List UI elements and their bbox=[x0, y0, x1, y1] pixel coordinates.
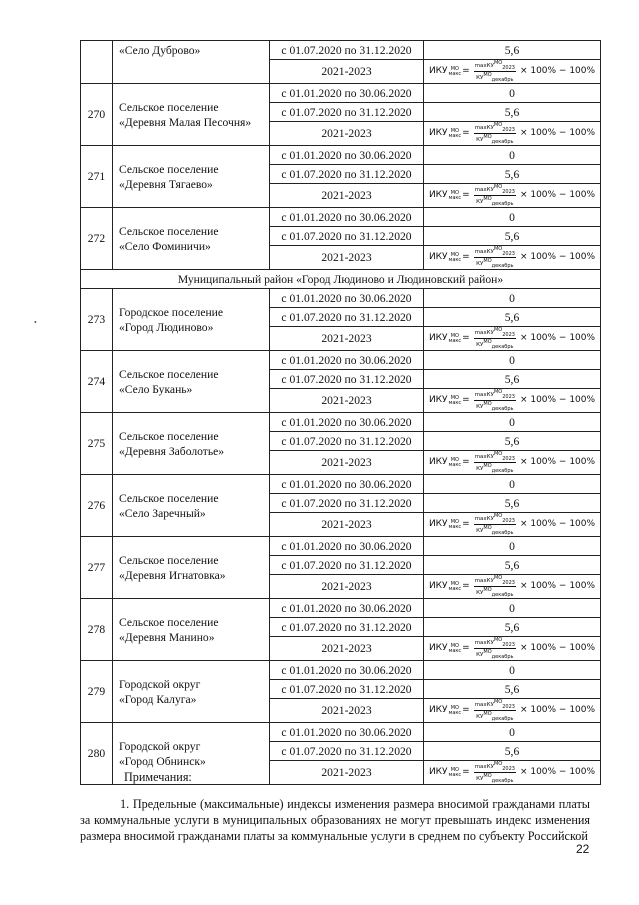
row-number-cell: 276 bbox=[81, 475, 113, 537]
settlement-name-cell bbox=[113, 351, 270, 413]
settlement-name: «Город Людиново» bbox=[119, 320, 214, 334]
notes-title: Примечания: bbox=[124, 770, 192, 784]
formula-rhs: × 100% − 100% bbox=[519, 395, 596, 405]
formula-num-sup: МО bbox=[493, 637, 503, 644]
formula-numerator: maxКУ bbox=[474, 515, 494, 522]
table-row bbox=[81, 289, 601, 308]
period-cell: с 01.01.2020 по 30.06.2020 bbox=[270, 723, 424, 742]
formula-den-sup: МО bbox=[483, 711, 492, 717]
formula-num-sub: 2023 bbox=[502, 580, 515, 586]
formula-num-sup: МО bbox=[493, 513, 503, 520]
period-cell: 2021-2023 bbox=[270, 246, 424, 270]
value-cell: 5,6 bbox=[424, 370, 601, 389]
value-cell: 5,6 bbox=[424, 680, 601, 699]
formula-lhs-sub: макс bbox=[448, 647, 462, 654]
formula-fraction bbox=[474, 60, 516, 83]
formula-lhs-sup: МО bbox=[450, 394, 459, 401]
formula-num-sub: 2023 bbox=[502, 456, 515, 462]
formula-den-sub: декабрь bbox=[491, 529, 514, 536]
formula-denominator: КУ bbox=[476, 465, 484, 472]
formula-numerator: maxКУ bbox=[474, 453, 494, 460]
settlement-type: Сельское поселение bbox=[119, 162, 219, 176]
formula-lhs-sub: макс bbox=[448, 194, 462, 201]
row-number-cell: 272 bbox=[81, 208, 113, 270]
formula-lhs: ИКУ bbox=[428, 767, 448, 777]
formula-lhs: ИКУ bbox=[428, 457, 448, 467]
value-cell: 5,6 bbox=[424, 308, 601, 327]
settlement-name-cell bbox=[113, 413, 270, 475]
row-number-cell: 277 bbox=[81, 537, 113, 599]
formula-num-sub: 2023 bbox=[502, 394, 515, 400]
formula-cell bbox=[424, 327, 601, 351]
formula-lhs: ИКУ bbox=[428, 519, 448, 529]
formula-lhs-sub: макс bbox=[448, 709, 462, 716]
settlement-type: Сельское поселение bbox=[119, 615, 219, 629]
formula-num-sub: 2023 bbox=[502, 518, 515, 524]
formula-lhs: ИКУ bbox=[428, 705, 448, 715]
settlement-name: «Деревня Тягаево» bbox=[119, 177, 213, 191]
formula-num-sub: 2023 bbox=[502, 65, 515, 71]
value-cell: 0 bbox=[424, 146, 601, 165]
formula-num-sup: МО bbox=[493, 575, 503, 582]
period-cell: 2021-2023 bbox=[270, 637, 424, 661]
formula-lhs: ИКУ bbox=[428, 395, 448, 405]
settlement-type: Сельское поселение bbox=[119, 429, 219, 443]
formula-lhs-sub: макс bbox=[448, 523, 462, 530]
period-cell: с 01.01.2020 по 30.06.2020 bbox=[270, 599, 424, 618]
index-formula: ИКУ МО макс = $\frac{\max КУ^{МО}_{2023}}{КУ^{МО}_{декабрь}}$ × 100% − 100% bbox=[428, 451, 596, 474]
row-number-cell: 278 bbox=[81, 599, 113, 661]
settlement-name-cell bbox=[113, 84, 270, 146]
value-cell: 5,6 bbox=[424, 556, 601, 575]
value-cell: 5,6 bbox=[424, 494, 601, 513]
formula-lhs-sub: макс bbox=[448, 399, 462, 406]
formula-cell bbox=[424, 513, 601, 537]
formula-den-sup: МО bbox=[483, 258, 492, 264]
formula-den-sup: МО bbox=[483, 525, 492, 531]
row-number-cell: 280 bbox=[81, 723, 113, 785]
row-number-cell bbox=[81, 41, 113, 84]
index-formula: ИКУ МО макс = $\frac{\max КУ^{МО}_{2023}}{КУ^{МО}_{декабрь}}$ × 100% − 100% bbox=[428, 327, 596, 350]
formula-num-sup: МО bbox=[493, 60, 503, 67]
value-cell: 0 bbox=[424, 599, 601, 618]
period-cell: с 01.01.2020 по 30.06.2020 bbox=[270, 289, 424, 308]
period-cell: с 01.07.2020 по 31.12.2020 bbox=[270, 618, 424, 637]
formula-fraction bbox=[474, 575, 516, 598]
formula-num-sub: 2023 bbox=[502, 189, 515, 195]
formula-lhs: ИКУ bbox=[428, 581, 448, 591]
formula-rhs: × 100% − 100% bbox=[519, 767, 596, 777]
formula-den-sup: МО bbox=[483, 649, 492, 655]
period-cell: с 01.01.2020 по 30.06.2020 bbox=[270, 537, 424, 556]
table-row bbox=[81, 146, 601, 165]
period-cell: с 01.01.2020 по 30.06.2020 bbox=[270, 351, 424, 370]
settlement-name-cell bbox=[113, 289, 270, 351]
period-cell: с 01.07.2020 по 31.12.2020 bbox=[270, 370, 424, 389]
table-row bbox=[81, 84, 601, 103]
formula-den-sub: декабрь bbox=[491, 653, 514, 660]
formula-numerator: maxКУ bbox=[474, 124, 494, 131]
period-cell: с 01.01.2020 по 30.06.2020 bbox=[270, 84, 424, 103]
index-formula: ИКУ МО макс = $\frac{\max КУ^{МО}_{2023}}{КУ^{МО}_{декабрь}}$ × 100% − 100% bbox=[428, 246, 596, 269]
formula-rhs: × 100% − 100% bbox=[519, 128, 596, 138]
formula-lhs-sup: МО bbox=[450, 189, 459, 196]
formula-numerator: maxКУ bbox=[474, 248, 494, 255]
value-cell: 0 bbox=[424, 413, 601, 432]
formula-lhs-sup: МО bbox=[450, 766, 459, 773]
table-row bbox=[81, 537, 601, 556]
formula-lhs: ИКУ bbox=[428, 252, 448, 262]
formula-den-sub: декабрь bbox=[491, 405, 514, 412]
row-number-cell: 273 bbox=[81, 289, 113, 351]
period-cell: с 01.07.2020 по 31.12.2020 bbox=[270, 103, 424, 122]
settlement-name: «Деревня Манино» bbox=[119, 630, 215, 644]
formula-cell bbox=[424, 122, 601, 146]
formula-fraction bbox=[474, 761, 516, 784]
settlement-name-cell bbox=[113, 599, 270, 661]
period-cell: 2021-2023 bbox=[270, 513, 424, 537]
settlement-name-cell bbox=[113, 475, 270, 537]
formula-num-sup: МО bbox=[493, 389, 503, 396]
formula-num-sub: 2023 bbox=[502, 251, 515, 257]
formula-lhs-sup: МО bbox=[450, 65, 459, 72]
settlement-name-cell: «Село Дуброво» bbox=[113, 41, 270, 84]
formula-denominator: КУ bbox=[476, 527, 484, 534]
settlement-name: «Деревня Игнатовка» bbox=[119, 568, 226, 582]
settlement-name: «Город Калуга» bbox=[119, 692, 197, 706]
row-number-cell: 270 bbox=[81, 84, 113, 146]
formula-lhs-sup: МО bbox=[450, 518, 459, 525]
formula-den-sub: декабрь bbox=[491, 591, 514, 598]
formula-lhs-sub: макс bbox=[448, 256, 462, 263]
formula-num-sup: МО bbox=[493, 122, 503, 129]
formula-numerator: maxКУ bbox=[474, 701, 494, 708]
formula-cell bbox=[424, 184, 601, 208]
formula-den-sup: МО bbox=[483, 72, 492, 78]
settlement-type: Сельское поселение bbox=[119, 553, 219, 567]
formula-lhs-sup: МО bbox=[450, 127, 459, 134]
period-cell: с 01.07.2020 по 31.12.2020 bbox=[270, 227, 424, 246]
table-row bbox=[81, 599, 601, 618]
period-cell: 2021-2023 bbox=[270, 451, 424, 475]
index-formula: ИКУ МО макс = $\frac{\max КУ^{МО}_{2023}}{КУ^{МО}_{декабрь}}$ × 100% − 100% bbox=[428, 699, 596, 722]
table-row bbox=[81, 661, 601, 680]
formula-num-sub: 2023 bbox=[502, 127, 515, 133]
formula-denominator: КУ bbox=[476, 198, 484, 205]
formula-num-sup: МО bbox=[493, 184, 503, 191]
formula-den-sub: декабрь bbox=[491, 467, 514, 474]
formula-cell bbox=[424, 246, 601, 270]
settlement-type: Сельское поселение bbox=[119, 491, 219, 505]
formula-num-sup: МО bbox=[493, 327, 503, 334]
index-formula: ИКУ МО макс = $\frac{\max КУ^{МО}_{2023}}{КУ^{МО}_{декабрь}}$ × 100% − 100% bbox=[428, 60, 596, 83]
formula-num-sup: МО bbox=[493, 761, 503, 768]
settlement-name: «Деревня Заболотье» bbox=[119, 444, 225, 458]
period-cell: 2021-2023 bbox=[270, 699, 424, 723]
value-cell: 5,6 bbox=[424, 227, 601, 246]
formula-den-sup: МО bbox=[483, 587, 492, 593]
period-cell: с 01.01.2020 по 30.06.2020 bbox=[270, 413, 424, 432]
scan-dot: • bbox=[34, 318, 37, 327]
formula-denominator: КУ bbox=[476, 775, 484, 782]
formula-den-sup: МО bbox=[483, 134, 492, 140]
formula-den-sub: декабрь bbox=[491, 777, 514, 784]
region-header-cell: Муниципальный район «Город Людиново и Людиновский район» bbox=[81, 270, 601, 289]
formula-denominator: КУ bbox=[476, 403, 484, 410]
period-cell: с 01.07.2020 по 31.12.2020 bbox=[270, 432, 424, 451]
row-number-cell: 279 bbox=[81, 661, 113, 723]
formula-rhs: × 100% − 100% bbox=[519, 457, 596, 467]
formula-cell bbox=[424, 761, 601, 785]
period-cell: 2021-2023 bbox=[270, 389, 424, 413]
formula-denominator: КУ bbox=[476, 713, 484, 720]
formula-denominator: КУ bbox=[476, 136, 484, 143]
formula-fraction bbox=[474, 699, 516, 722]
formula-cell bbox=[424, 451, 601, 475]
value-cell: 5,6 bbox=[424, 742, 601, 761]
period-cell: с 01.01.2020 по 30.06.2020 bbox=[270, 661, 424, 680]
settlement-name: «Село Фоминичи» bbox=[119, 239, 211, 253]
formula-lhs-sup: МО bbox=[450, 580, 459, 587]
formula-rhs: × 100% − 100% bbox=[519, 705, 596, 715]
settlement-type: Городской округ bbox=[119, 677, 201, 691]
formula-num-sub: 2023 bbox=[502, 704, 515, 710]
index-formula: ИКУ МО макс = $\frac{\max КУ^{МО}_{2023}}{КУ^{МО}_{декабрь}}$ × 100% − 100% bbox=[428, 122, 596, 145]
formula-lhs-sub: макс bbox=[448, 70, 462, 77]
formula-denominator: КУ bbox=[476, 589, 484, 596]
formula-den-sub: декабрь bbox=[491, 76, 514, 83]
table-row bbox=[81, 475, 601, 494]
page-number: 22 bbox=[576, 842, 590, 856]
formula-den-sub: декабрь bbox=[491, 715, 514, 722]
settlement-name: «Село Букань» bbox=[119, 382, 193, 396]
period-cell: с 01.01.2020 по 30.06.2020 bbox=[270, 146, 424, 165]
period-cell: с 01.07.2020 по 31.12.2020 bbox=[270, 494, 424, 513]
formula-denominator: КУ bbox=[476, 260, 484, 267]
index-formula: ИКУ МО макс = $\frac{\max КУ^{МО}_{2023}}{КУ^{МО}_{декабрь}}$ × 100% − 100% bbox=[428, 637, 596, 660]
formula-numerator: maxКУ bbox=[474, 763, 494, 770]
formula-fraction bbox=[474, 184, 516, 207]
period-cell: 2021-2023 bbox=[270, 575, 424, 599]
value-cell: 0 bbox=[424, 289, 601, 308]
formula-rhs: × 100% − 100% bbox=[519, 66, 596, 76]
formula-lhs-sub: макс bbox=[448, 132, 462, 139]
formula-fraction bbox=[474, 637, 516, 660]
formula-lhs-sub: макс bbox=[448, 585, 462, 592]
formula-num-sup: МО bbox=[493, 246, 503, 253]
formula-lhs-sub: макс bbox=[448, 337, 462, 344]
period-cell: с 01.01.2020 по 30.06.2020 bbox=[270, 208, 424, 227]
value-cell: 5,6 bbox=[424, 432, 601, 451]
table-row bbox=[81, 208, 601, 227]
formula-den-sup: МО bbox=[483, 463, 492, 469]
table-row bbox=[81, 351, 601, 370]
value-cell: 5,6 bbox=[424, 618, 601, 637]
table-row bbox=[81, 723, 601, 742]
tariff-index-table bbox=[80, 40, 601, 785]
settlement-name: «Деревня Малая Песочня» bbox=[119, 115, 252, 129]
formula-numerator: maxКУ bbox=[474, 391, 494, 398]
period-cell: 2021-2023 bbox=[270, 184, 424, 208]
formula-lhs: ИКУ bbox=[428, 643, 448, 653]
period-cell: 2021-2023 bbox=[270, 761, 424, 785]
settlement-type: Городской округ bbox=[119, 739, 201, 753]
index-formula: ИКУ МО макс = $\frac{\max КУ^{МО}_{2023}}{КУ^{МО}_{декабрь}}$ × 100% − 100% bbox=[428, 389, 596, 412]
formula-numerator: maxКУ bbox=[474, 62, 494, 69]
formula-den-sub: декабрь bbox=[491, 138, 514, 145]
formula-cell bbox=[424, 699, 601, 723]
period-cell: с 01.01.2020 по 30.06.2020 bbox=[270, 475, 424, 494]
formula-lhs-sup: МО bbox=[450, 456, 459, 463]
formula-fraction bbox=[474, 389, 516, 412]
formula-numerator: maxКУ bbox=[474, 186, 494, 193]
value-cell: 5,6 bbox=[424, 103, 601, 122]
settlement-type: Городское поселение bbox=[119, 305, 224, 319]
settlement-type: Сельское поселение bbox=[119, 367, 219, 381]
index-formula: ИКУ МО макс = $\frac{\max КУ^{МО}_{2023}}{КУ^{МО}_{декабрь}}$ × 100% − 100% bbox=[428, 575, 596, 598]
formula-fraction bbox=[474, 451, 516, 474]
formula-lhs-sup: МО bbox=[450, 704, 459, 711]
table-row bbox=[81, 413, 601, 432]
formula-rhs: × 100% − 100% bbox=[519, 643, 596, 653]
formula-lhs: ИКУ bbox=[428, 66, 448, 76]
formula-den-sub: декабрь bbox=[491, 200, 514, 207]
formula-rhs: × 100% − 100% bbox=[519, 252, 596, 262]
value-cell: 0 bbox=[424, 475, 601, 494]
row-number-cell: 271 bbox=[81, 146, 113, 208]
region-header-row bbox=[81, 270, 601, 289]
period-cell: 2021-2023 bbox=[270, 122, 424, 146]
period-cell: с 01.07.2020 по 31.12.2020 bbox=[270, 680, 424, 699]
note-paragraph: 1. Предельные (максимальные) индексы изменения размера вносимой гражданами платы за коммунальные услуги в муниципальных образованиях не могут превышать индекс изменения размера вносимой гражданами платы за коммунальные услуги в среднем по субъекту Российской bbox=[80, 797, 590, 843]
formula-lhs-sup: МО bbox=[450, 642, 459, 649]
formula-den-sup: МО bbox=[483, 773, 492, 779]
formula-den-sup: МО bbox=[483, 196, 492, 202]
index-formula: ИКУ МО макс = $\frac{\max КУ^{МО}_{2023}}{КУ^{МО}_{декабрь}}$ × 100% − 100% bbox=[428, 761, 596, 784]
period-cell: с 01.07.2020 по 31.12.2020 bbox=[270, 742, 424, 761]
formula-num-sub: 2023 bbox=[502, 332, 515, 338]
value-cell: 5,6 bbox=[424, 165, 601, 184]
formula-den-sup: МО bbox=[483, 339, 492, 345]
formula-den-sup: МО bbox=[483, 401, 492, 407]
settlement-type: Сельское поселение bbox=[119, 100, 219, 114]
index-formula: ИКУ МО макс = $\frac{\max КУ^{МО}_{2023}}{КУ^{МО}_{декабрь}}$ × 100% − 100% bbox=[428, 513, 596, 536]
formula-lhs-sub: макс bbox=[448, 461, 462, 468]
period-cell: 2021-2023 bbox=[270, 60, 424, 84]
formula-lhs: ИКУ bbox=[428, 128, 448, 138]
settlement-name-cell bbox=[113, 537, 270, 599]
formula-cell bbox=[424, 575, 601, 599]
formula-rhs: × 100% − 100% bbox=[519, 519, 596, 529]
value-cell: 0 bbox=[424, 723, 601, 742]
formula-lhs-sub: макс bbox=[448, 771, 462, 778]
value-cell: 0 bbox=[424, 84, 601, 103]
formula-num-sup: МО bbox=[493, 699, 503, 706]
index-formula: ИКУ МО макс = $\frac{\max КУ^{МО}_{2023}}{КУ^{МО}_{декабрь}}$ × 100% − 100% bbox=[428, 184, 596, 207]
formula-fraction bbox=[474, 246, 516, 269]
row-number-cell: 274 bbox=[81, 351, 113, 413]
formula-numerator: maxКУ bbox=[474, 577, 494, 584]
formula-denominator: КУ bbox=[476, 341, 484, 348]
formula-cell bbox=[424, 389, 601, 413]
formula-lhs-sup: МО bbox=[450, 251, 459, 258]
period-cell: с 01.07.2020 по 31.12.2020 bbox=[270, 165, 424, 184]
formula-rhs: × 100% − 100% bbox=[519, 333, 596, 343]
table-row-continued bbox=[81, 41, 601, 60]
settlement-name-cell bbox=[113, 208, 270, 270]
formula-cell bbox=[424, 60, 601, 84]
formula-denominator: КУ bbox=[476, 74, 484, 81]
settlement-name-cell bbox=[113, 146, 270, 208]
formula-num-sub: 2023 bbox=[502, 642, 515, 648]
formula-num-sub: 2023 bbox=[502, 766, 515, 772]
table-body bbox=[81, 41, 601, 785]
formula-numerator: maxКУ bbox=[474, 329, 494, 336]
settlement-type: Сельское поселение bbox=[119, 224, 219, 238]
settlement-name: «Село Заречный» bbox=[119, 506, 206, 520]
period-cell: с 01.07.2020 по 31.12.2020 bbox=[270, 556, 424, 575]
formula-fraction bbox=[474, 122, 516, 145]
row-number-cell: 275 bbox=[81, 413, 113, 475]
formula-den-sub: декабрь bbox=[491, 343, 514, 350]
formula-lhs-sup: МО bbox=[450, 332, 459, 339]
value-cell: 0 bbox=[424, 208, 601, 227]
formula-rhs: × 100% − 100% bbox=[519, 581, 596, 591]
formula-denominator: КУ bbox=[476, 651, 484, 658]
formula-lhs: ИКУ bbox=[428, 333, 448, 343]
formula-num-sup: МО bbox=[493, 451, 503, 458]
value-cell: 0 bbox=[424, 537, 601, 556]
period-cell: 2021-2023 bbox=[270, 327, 424, 351]
period-cell: с 01.07.2020 по 31.12.2020 bbox=[270, 41, 424, 60]
value-cell: 5,6 bbox=[424, 41, 601, 60]
formula-den-sub: декабрь bbox=[491, 262, 514, 269]
settlement-name: «Город Обнинск» bbox=[119, 754, 206, 768]
value-cell: 0 bbox=[424, 351, 601, 370]
formula-rhs: × 100% − 100% bbox=[519, 190, 596, 200]
formula-cell bbox=[424, 637, 601, 661]
formula-lhs: ИКУ bbox=[428, 190, 448, 200]
settlement-name-cell bbox=[113, 661, 270, 723]
value-cell: 0 bbox=[424, 661, 601, 680]
formula-fraction bbox=[474, 327, 516, 350]
formula-numerator: maxКУ bbox=[474, 639, 494, 646]
formula-fraction bbox=[474, 513, 516, 536]
period-cell: с 01.07.2020 по 31.12.2020 bbox=[270, 308, 424, 327]
